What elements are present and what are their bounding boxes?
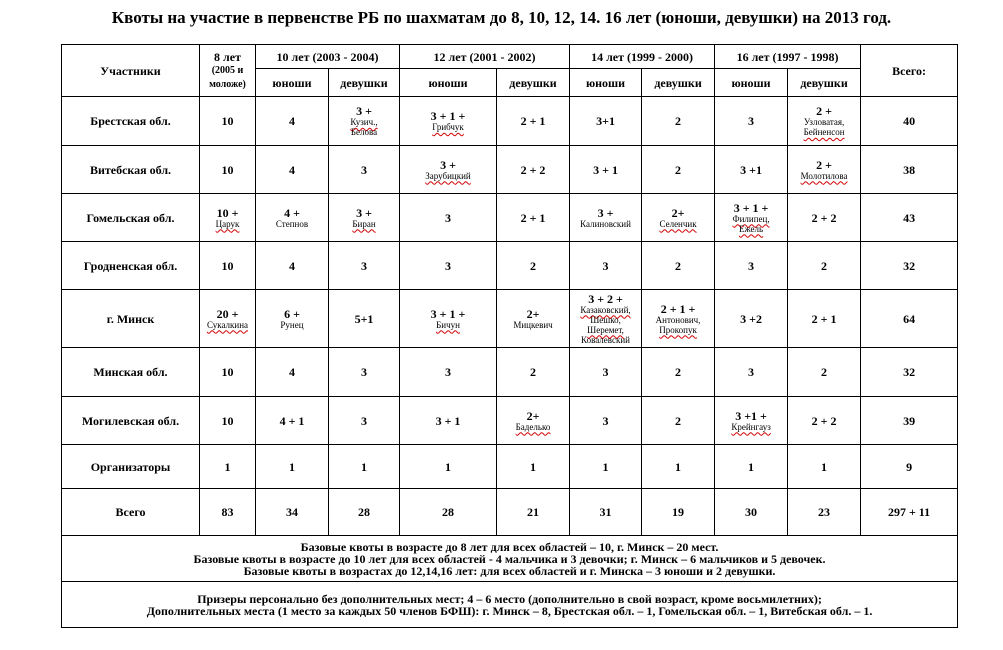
header-boys-10: юноши (256, 69, 329, 97)
cell: 3 (715, 97, 788, 146)
cell: 1 (715, 445, 788, 489)
cell: 2 (642, 242, 715, 290)
cell: 28 (400, 489, 497, 536)
cell: 23 (788, 489, 861, 536)
cell: 3 + 1 + Грибчук (400, 97, 497, 146)
cell: 1 (200, 445, 256, 489)
row-name: Минская обл. (62, 348, 200, 397)
header-age10: 10 лет (2003 - 2004) (256, 45, 400, 69)
cell: 6 + Рунец (256, 290, 329, 348)
cell-total: 9 (861, 445, 958, 489)
cell-total: 40 (861, 97, 958, 146)
cell: 4 + 1 (256, 397, 329, 445)
cell: 30 (715, 489, 788, 536)
cell-total: 64 (861, 290, 958, 348)
table-row (62, 97, 958, 146)
row-name: Организаторы (62, 445, 200, 489)
cell: 2 (788, 242, 861, 290)
table-row (62, 445, 958, 489)
cell: 2 + Узловатая, Бейненсон (788, 97, 861, 146)
note-line: Дополнительных места (1 место за каждых 50 членов БФШ): г. Минск – 8, Брестская обл. – 1, Гомельская обл. – 1, Витебская обл. – 1. (146, 603, 873, 618)
header-girls-10: девушки (329, 69, 400, 97)
row-name: Брестская обл. (62, 97, 200, 146)
cell: 2+ Мицкевич (497, 290, 570, 348)
cell: 3 (715, 348, 788, 397)
cell: 1 (256, 445, 329, 489)
cell: 10 + Царук (200, 194, 256, 242)
cell: 2 (788, 348, 861, 397)
cell: 2 (642, 397, 715, 445)
cell: 31 (570, 489, 642, 536)
cell: 10 (200, 397, 256, 445)
cell: 4 (256, 97, 329, 146)
row-name: Могилевская обл. (62, 397, 200, 445)
cell: 5+1 (329, 290, 400, 348)
cell: 3 + 1 (570, 146, 642, 194)
cell: 4 + Степнов (256, 194, 329, 242)
cell: 10 (200, 242, 256, 290)
cell: 2 (497, 348, 570, 397)
header-participants: Участники (62, 45, 200, 97)
table-row (62, 146, 958, 194)
cell: 2 + 1 (497, 97, 570, 146)
cell: 2 (642, 97, 715, 146)
cell: 3 + Зарубицкий (400, 146, 497, 194)
cell: 3 + 1 + Бичун (400, 290, 497, 348)
cell: 2 + 2 (497, 146, 570, 194)
cell: 3 (570, 397, 642, 445)
cell: 2+ Селенчик (642, 194, 715, 242)
notes-additional (62, 582, 958, 628)
table-row (62, 194, 958, 242)
row-name: Гродненская обл. (62, 242, 200, 290)
header-age12: 12 лет (2001 - 2002) (400, 45, 570, 69)
cell: 3 + Биран (329, 194, 400, 242)
cell: 2 + Молотилова (788, 146, 861, 194)
header-age8: 8 лет (2005 и моложе) (200, 45, 256, 97)
cell: 3 (400, 194, 497, 242)
header-total: Всего: (861, 45, 958, 97)
cell: 2 (642, 348, 715, 397)
table-row (62, 348, 958, 397)
header-boys-12: юноши (400, 69, 497, 97)
cell-total: 39 (861, 397, 958, 445)
cell-total: 297 + 11 (861, 489, 958, 536)
cell-total: 32 (861, 242, 958, 290)
cell: 3 +2 (715, 290, 788, 348)
header-age16: 16 лет (1997 - 1998) (715, 45, 861, 69)
cell: 3 + Кузич., Белова (329, 97, 400, 146)
cell: 2 (497, 242, 570, 290)
cell: 3+1 (570, 97, 642, 146)
cell: 3 +1 + Крейнгауз (715, 397, 788, 445)
cell: 1 (400, 445, 497, 489)
cell: 19 (642, 489, 715, 536)
cell-total: 38 (861, 146, 958, 194)
cell: 4 (256, 348, 329, 397)
header-age14: 14 лет (1999 - 2000) (570, 45, 715, 69)
cell: 2 (642, 146, 715, 194)
header-girls-14: девушки (642, 69, 715, 97)
cell: 2+ Баделько (497, 397, 570, 445)
cell: 3 + Калиновский (570, 194, 642, 242)
cell: 2 + 1 (497, 194, 570, 242)
cell: 83 (200, 489, 256, 536)
header-boys-16: юноши (715, 69, 788, 97)
cell: 3 (329, 348, 400, 397)
table-row (62, 242, 958, 290)
cell: 3 + 1 + Филипец, Ежель (715, 194, 788, 242)
cell: 28 (329, 489, 400, 536)
cell: 1 (570, 445, 642, 489)
row-name: г. Минск (62, 290, 200, 348)
note-line: Базовые квоты в возрастах до 12,14,16 лет: для всех областей и г. Минска – 3 юноши и 2 девушки. (243, 563, 776, 578)
cell-total: 43 (861, 194, 958, 242)
cell: 4 (256, 242, 329, 290)
row-name: Витебская обл. (62, 146, 200, 194)
cell: 3 (400, 242, 497, 290)
cell: 3 (400, 348, 497, 397)
cell: 20 + Сукалкина (200, 290, 256, 348)
cell: 10 (200, 146, 256, 194)
cell: 3 + 2 + Казаковский, Шешко, Шеремет, Ковалевский (570, 290, 642, 348)
quota-table (61, 44, 958, 628)
row-name: Всего (62, 489, 200, 536)
cell: 3 (715, 242, 788, 290)
cell: 3 (329, 146, 400, 194)
cell: 3 (570, 348, 642, 397)
notes-base-quotas (62, 536, 958, 582)
cell: 10 (200, 348, 256, 397)
cell: 10 (200, 97, 256, 146)
table-row-total (62, 489, 958, 536)
cell: 2 + 1 + Антонович, Прокопук (642, 290, 715, 348)
cell: 3 +1 (715, 146, 788, 194)
cell: 1 (788, 445, 861, 489)
table-row (62, 290, 958, 348)
cell: 2 + 2 (788, 397, 861, 445)
cell: 3 (570, 242, 642, 290)
cell: 3 (329, 242, 400, 290)
header-girls-12: девушки (497, 69, 570, 97)
header-girls-16: девушки (788, 69, 861, 97)
page-title: Квоты на участие в первенстве РБ по шахматам до 8, 10, 12, 14. 16 лет (юноши, девушки) на 2013 год. (111, 8, 892, 27)
cell: 1 (497, 445, 570, 489)
cell: 2 + 1 (788, 290, 861, 348)
cell: 2 + 2 (788, 194, 861, 242)
note-line: Призеры персонально без дополнительных мест; 4 – 6 место (дополнительно в свой возраст, кроме восьмилетних); (197, 591, 822, 606)
row-name: Гомельская обл. (62, 194, 200, 242)
note-line: Базовые квоты в возрасте до 10 лет для всех областей - 4 мальчика и 3 девочки; г. Минск – 6 мальчиков и 5 девочек. (193, 551, 826, 566)
cell: 34 (256, 489, 329, 536)
cell: 1 (642, 445, 715, 489)
cell: 4 (256, 146, 329, 194)
cell: 1 (329, 445, 400, 489)
cell: 3 + 1 (400, 397, 497, 445)
table-row (62, 397, 958, 445)
cell: 21 (497, 489, 570, 536)
note-line: Базовые квоты в возрасте до 8 лет для всех областей – 10, г. Минск – 20 мест. (300, 539, 719, 554)
cell: 3 (329, 397, 400, 445)
header-boys-14: юноши (570, 69, 642, 97)
cell-total: 32 (861, 348, 958, 397)
